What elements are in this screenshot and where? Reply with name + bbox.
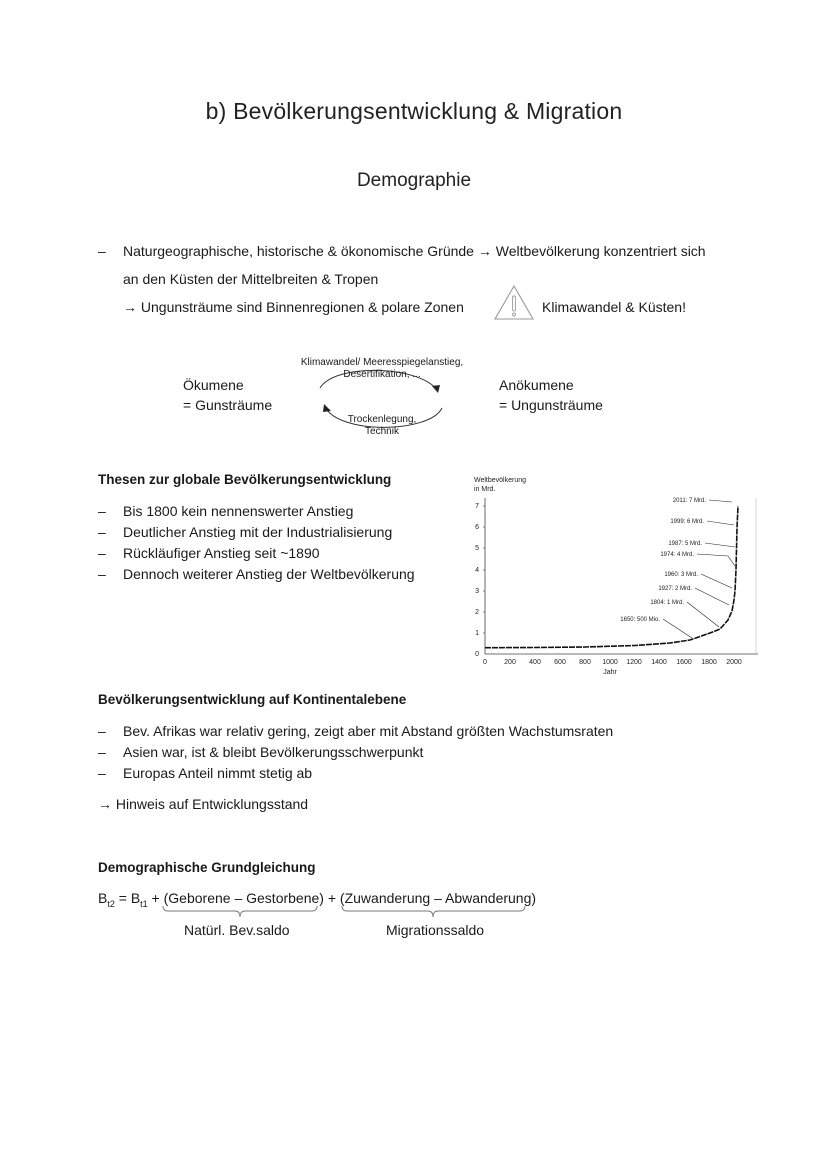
svg-text:600: 600 xyxy=(554,659,566,666)
kontinente-item: Asien war, ist & bleibt Bevölkerungsschwerpunkt xyxy=(123,744,424,760)
kontinente-heading: Bevölkerungsentwicklung auf Kontinentalebene xyxy=(98,692,407,707)
thesen-item: Rückläufiger Anstieg seit ~1890 xyxy=(123,545,320,561)
bullet-dash: – xyxy=(98,744,106,760)
bullet-dash: – xyxy=(98,566,106,582)
svg-text:3: 3 xyxy=(475,588,479,595)
bullet-dash: – xyxy=(98,524,106,540)
bullet-dash: – xyxy=(98,765,106,781)
cycle-top-label-line1: Klimawandel/ Meeresspiegelanstieg, xyxy=(300,357,464,368)
thesen-heading: Thesen zur globale Bevölkerungsentwicklung xyxy=(98,472,392,487)
svg-text:1600: 1600 xyxy=(676,659,692,666)
kontinente-item: Bev. Afrikas war relativ gering, zeigt aber mit Abstand größten Wachstumsraten xyxy=(123,723,614,739)
svg-text:5: 5 xyxy=(475,545,479,552)
warning-triangle-icon xyxy=(493,283,535,321)
cycle-top-label-line2: Desertifikation, ... xyxy=(343,369,421,380)
section-title xyxy=(0,170,828,192)
intro-line-1: Naturgeographische, historische & ökonomische Gründe → Weltbevölkerung konzentriert sich xyxy=(123,243,706,259)
svg-text:1400: 1400 xyxy=(651,659,667,666)
warning-text: Klimawandel & Küsten! xyxy=(542,299,686,315)
svg-text:1200: 1200 xyxy=(626,659,642,666)
anoekumene-label: Anökumene xyxy=(499,377,574,393)
bullet-dash: – xyxy=(98,243,106,259)
intro-line-2: an den Küsten der Mittelbreiten & Tropen xyxy=(123,271,379,287)
svg-text:4: 4 xyxy=(475,567,479,574)
svg-text:800: 800 xyxy=(579,659,591,666)
section-title-text: Demographie xyxy=(356,170,472,191)
kontinente-item: Europas Anteil nimmt stetig ab xyxy=(123,765,313,781)
gunstraeume-label: = Gunsträume xyxy=(183,397,273,413)
cycle-top-label xyxy=(282,357,482,381)
migration-balance-label: Migrationssaldo xyxy=(386,922,485,938)
svg-text:2: 2 xyxy=(475,609,479,616)
svg-text:2000: 2000 xyxy=(726,659,742,666)
grundgleichung-formula: $B_{t2} = B_{t1}$ + (Geborene – Gestorbene) + (Zuwanderung – Abwanderung) xyxy=(98,890,537,909)
svg-text:2011: 7 Mrd.: 2011: 7 Mrd. xyxy=(672,498,706,504)
kontinente-conclusion: → Hinweis auf Entwicklungsstand xyxy=(98,796,309,812)
bullet-dash: – xyxy=(98,723,106,739)
bullet-dash: – xyxy=(98,503,106,519)
svg-text:1000: 1000 xyxy=(602,659,618,666)
svg-text:0: 0 xyxy=(483,659,487,666)
thesen-item: Deutlicher Anstieg mit der Industrialisierung xyxy=(123,524,393,540)
natural-balance-label: Natürl. Bev.saldo xyxy=(184,922,290,938)
svg-text:1960: 3 Mrd.: 1960: 3 Mrd. xyxy=(664,572,698,578)
svg-text:400: 400 xyxy=(529,659,541,666)
chart-ylabel-line1: Weltbevölkerung xyxy=(474,477,527,484)
thesen-item: Dennoch weiterer Anstieg der Weltbevölkerung xyxy=(123,566,415,582)
svg-text:1999: 6 Mrd.: 1999: 6 Mrd. xyxy=(670,519,704,525)
svg-text:1804: 1 Mrd.: 1804: 1 Mrd. xyxy=(650,600,684,606)
svg-text:6: 6 xyxy=(475,524,479,531)
thesen-item: Bis 1800 kein nennenswerter Anstieg xyxy=(123,503,354,519)
grundgleichung-heading: Demographische Grundgleichung xyxy=(98,860,316,875)
intro-line-3: → Ungunsträume sind Binnenregionen & polare Zonen xyxy=(123,299,464,315)
svg-text:1927: 2 Mrd.: 1927: 2 Mrd. xyxy=(658,586,692,592)
bullet-dash: – xyxy=(98,545,106,561)
chart-xlabel: Jahr xyxy=(603,669,617,676)
svg-text:200: 200 xyxy=(504,659,516,666)
world-population-chart xyxy=(470,474,770,684)
page-title: b) Bevölkerungsentwicklung & Migration xyxy=(205,98,623,124)
migration-balance-term: Zuwanderung – Abwanderung xyxy=(344,890,532,906)
svg-text:1800: 1800 xyxy=(701,659,717,666)
svg-text:1987: 5 Mrd.: 1987: 5 Mrd. xyxy=(668,541,702,547)
svg-text:1974: 4 Mrd.: 1974: 4 Mrd. xyxy=(660,552,694,558)
oekumene-label: Ökumene xyxy=(183,377,244,393)
cycle-bottom-label-line2: Technik xyxy=(365,426,399,437)
chart-ylabel-line2: in Mrd. xyxy=(474,486,496,493)
svg-text:0: 0 xyxy=(475,651,479,658)
ungunstraeume-label: = Ungunsträume xyxy=(499,397,603,413)
svg-text:1: 1 xyxy=(475,630,479,637)
cycle-bottom-label xyxy=(282,414,482,438)
svg-text:1650: 500 Mio.: 1650: 500 Mio. xyxy=(620,617,660,623)
svg-text:7: 7 xyxy=(475,503,479,510)
cycle-bottom-label-line1: Trockenlegung, xyxy=(347,414,417,425)
natural-balance-term: Geborene – Gestorbene xyxy=(168,890,320,906)
